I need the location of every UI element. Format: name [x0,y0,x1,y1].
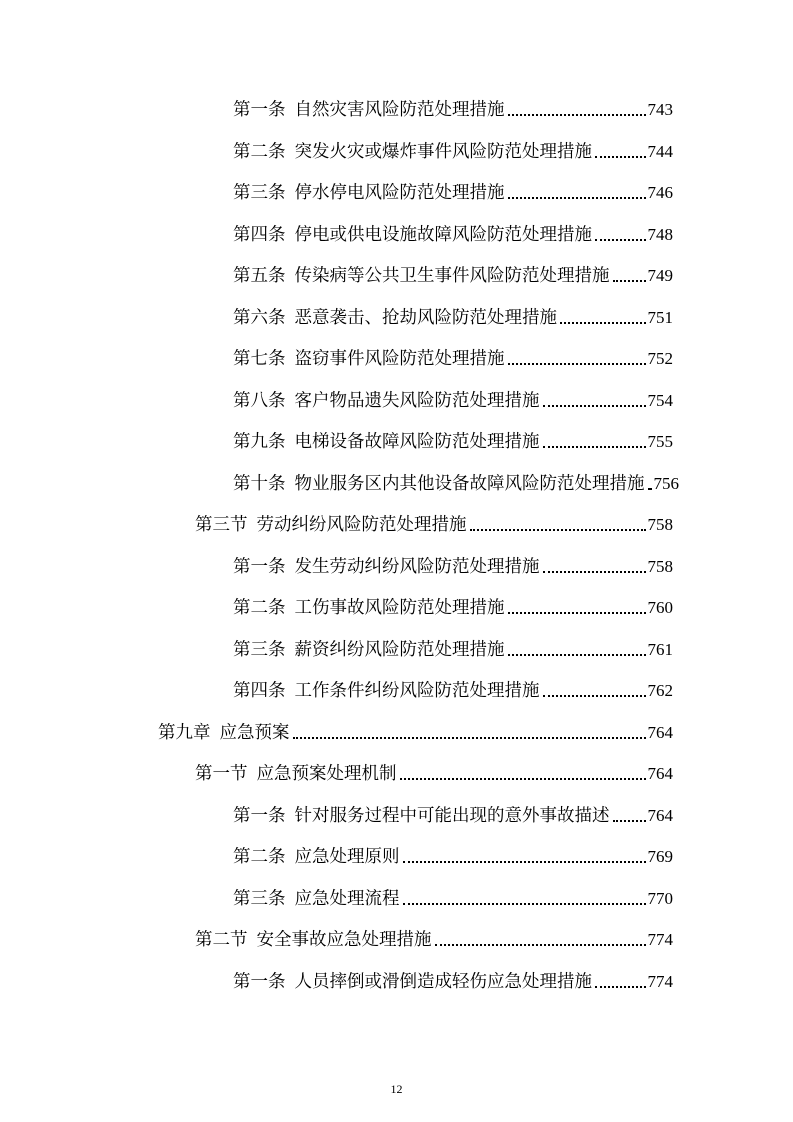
toc-entry-page-number: 761 [647,640,673,659]
dot-leader [403,903,646,905]
toc-entry-page-number: 774 [647,972,673,991]
toc-entry-page-number: 764 [647,723,673,742]
toc-entry-label: 第一节 [195,764,248,784]
toc-entry[interactable] [233,388,673,414]
toc-entry-page-number: 760 [647,598,673,617]
toc-entry-label: 第一条 [233,557,286,577]
toc-entry-title: 应急预案 [219,723,290,743]
toc-entry-page-number: 762 [647,681,673,700]
toc-entry-page-number: 755 [647,432,673,451]
dot-leader [648,488,652,490]
toc-entry-title: 客户物品遗失风险防范处理措施 [294,391,540,411]
toc-entry-label: 第二条 [233,847,286,867]
toc-entry-title: 针对服务过程中可能出现的意外事故描述 [294,806,610,826]
toc-entry-page-number: 758 [647,515,673,534]
toc-entry-label: 第三条 [233,640,286,660]
toc-entry-title: 安全事故应急处理措施 [256,930,432,950]
toc-entry-label: 第二条 [233,142,286,162]
toc-entry-label: 第三条 [233,889,286,909]
toc-entry[interactable] [233,886,673,912]
toc-entry-title: 物业服务区内其他设备故障风险防范处理措施 [294,474,645,494]
toc-entry-page-number: 754 [647,391,673,410]
toc-entry-page-number: 746 [647,183,673,202]
toc-entry[interactable] [233,969,673,995]
dot-leader [595,986,646,988]
dot-leader [470,529,646,531]
dot-leader [543,695,646,697]
toc-entry[interactable] [233,471,679,497]
toc-entry-page-number: 744 [647,142,673,161]
toc-entry-label: 第三条 [233,183,286,203]
toc-entry[interactable] [233,595,673,621]
dot-leader [293,737,646,739]
toc-entry[interactable] [233,139,673,165]
toc-entry-label: 第九条 [233,432,286,452]
toc-entry[interactable] [233,844,673,870]
toc-entry-title: 应急预案处理机制 [256,764,397,784]
toc-entry[interactable] [195,512,673,538]
dot-leader [543,405,646,407]
dot-leader [543,446,646,448]
toc-entry[interactable] [233,429,673,455]
toc-entry[interactable] [233,678,673,704]
toc-entry-page-number: 770 [647,889,673,908]
dot-leader [543,571,646,573]
toc-entry-label: 第一条 [233,100,286,120]
toc-entry-page-number: 774 [647,930,673,949]
toc-entry[interactable] [233,180,673,206]
toc-entry[interactable] [233,263,673,289]
dot-leader [595,239,646,241]
toc-entry-title: 工伤事故风险防范处理措施 [294,598,505,618]
toc-entry[interactable] [233,803,673,829]
toc-entry-label: 第四条 [233,681,286,701]
toc-entry-page-number: 764 [647,806,673,825]
toc-entry-title: 停水停电风险防范处理措施 [294,183,505,203]
dot-leader [613,820,646,822]
toc-entry-title: 薪资纠纷风险防范处理措施 [294,640,505,660]
toc-entry-label: 第八条 [233,391,286,411]
toc-entry-label: 第五条 [233,266,286,286]
toc-entry[interactable] [233,554,673,580]
dot-leader [508,197,646,199]
dot-leader [508,612,646,614]
toc-entry-title: 自然灾害风险防范处理措施 [294,100,505,120]
toc-entry[interactable] [233,346,673,372]
toc-entry-title: 盗窃事件风险防范处理措施 [294,349,505,369]
toc-entry-page-number: 758 [647,557,673,576]
dot-leader [508,654,646,656]
toc-entry[interactable] [195,761,673,787]
dot-leader [613,280,646,282]
page-number: 12 [390,1082,403,1096]
toc-entry-label: 第七条 [233,349,286,369]
dot-leader [508,114,646,116]
toc-entry-label: 第四条 [233,225,286,245]
toc-entry-page-number: 743 [647,100,673,119]
toc-entry-page-number: 752 [647,349,673,368]
toc-entry-title: 应急处理原则 [294,847,400,867]
toc-entry-label: 第九章 [158,723,211,743]
toc-entry[interactable] [158,720,673,746]
toc-entry-title: 人员摔倒或滑倒造成轻伤应急处理措施 [294,972,592,992]
toc-entry[interactable] [233,305,673,331]
toc-entry-page-number: 751 [647,308,673,327]
toc-entry-label: 第一条 [233,972,286,992]
toc-entry-title: 传染病等公共卫生事件风险防范处理措施 [294,266,610,286]
dot-leader [435,944,646,946]
toc-entry-title: 应急处理流程 [294,889,400,909]
toc-entry-title: 电梯设备故障风险防范处理措施 [294,432,540,452]
toc-entry-label: 第一条 [233,806,286,826]
toc-entry[interactable] [233,222,673,248]
dot-leader [403,861,646,863]
toc-entry[interactable] [233,637,673,663]
toc-entry-title: 劳动纠纷风险防范处理措施 [256,515,467,535]
toc-entry-title: 突发火灾或爆炸事件风险防范处理措施 [294,142,592,162]
toc-entry-page-number: 769 [647,847,673,866]
toc-entry-page-number: 748 [647,225,673,244]
dot-leader [560,322,646,324]
toc-entry-label: 第六条 [233,308,286,328]
toc-entry-title: 工作条件纠纷风险防范处理措施 [294,681,540,701]
toc-entry-label: 第二条 [233,598,286,618]
toc-entry-title: 恶意袭击、抢劫风险防范处理措施 [294,308,557,328]
toc-entry-label: 第二节 [195,930,248,950]
toc-entry-title: 停电或供电设施故障风险防范处理措施 [294,225,592,245]
dot-leader [508,363,646,365]
toc-entry-page-number: 749 [647,266,673,285]
dot-leader [400,778,646,780]
toc-entry[interactable] [195,927,673,953]
toc-entry[interactable] [233,97,673,123]
toc-entry-title: 发生劳动纠纷风险防范处理措施 [294,557,540,577]
dot-leader [595,156,646,158]
toc-entry-page-number: 764 [647,764,673,783]
toc-entry-page-number: 756 [653,474,679,493]
toc-entry-label: 第三节 [195,515,248,535]
toc-entry-label: 第十条 [233,474,286,494]
